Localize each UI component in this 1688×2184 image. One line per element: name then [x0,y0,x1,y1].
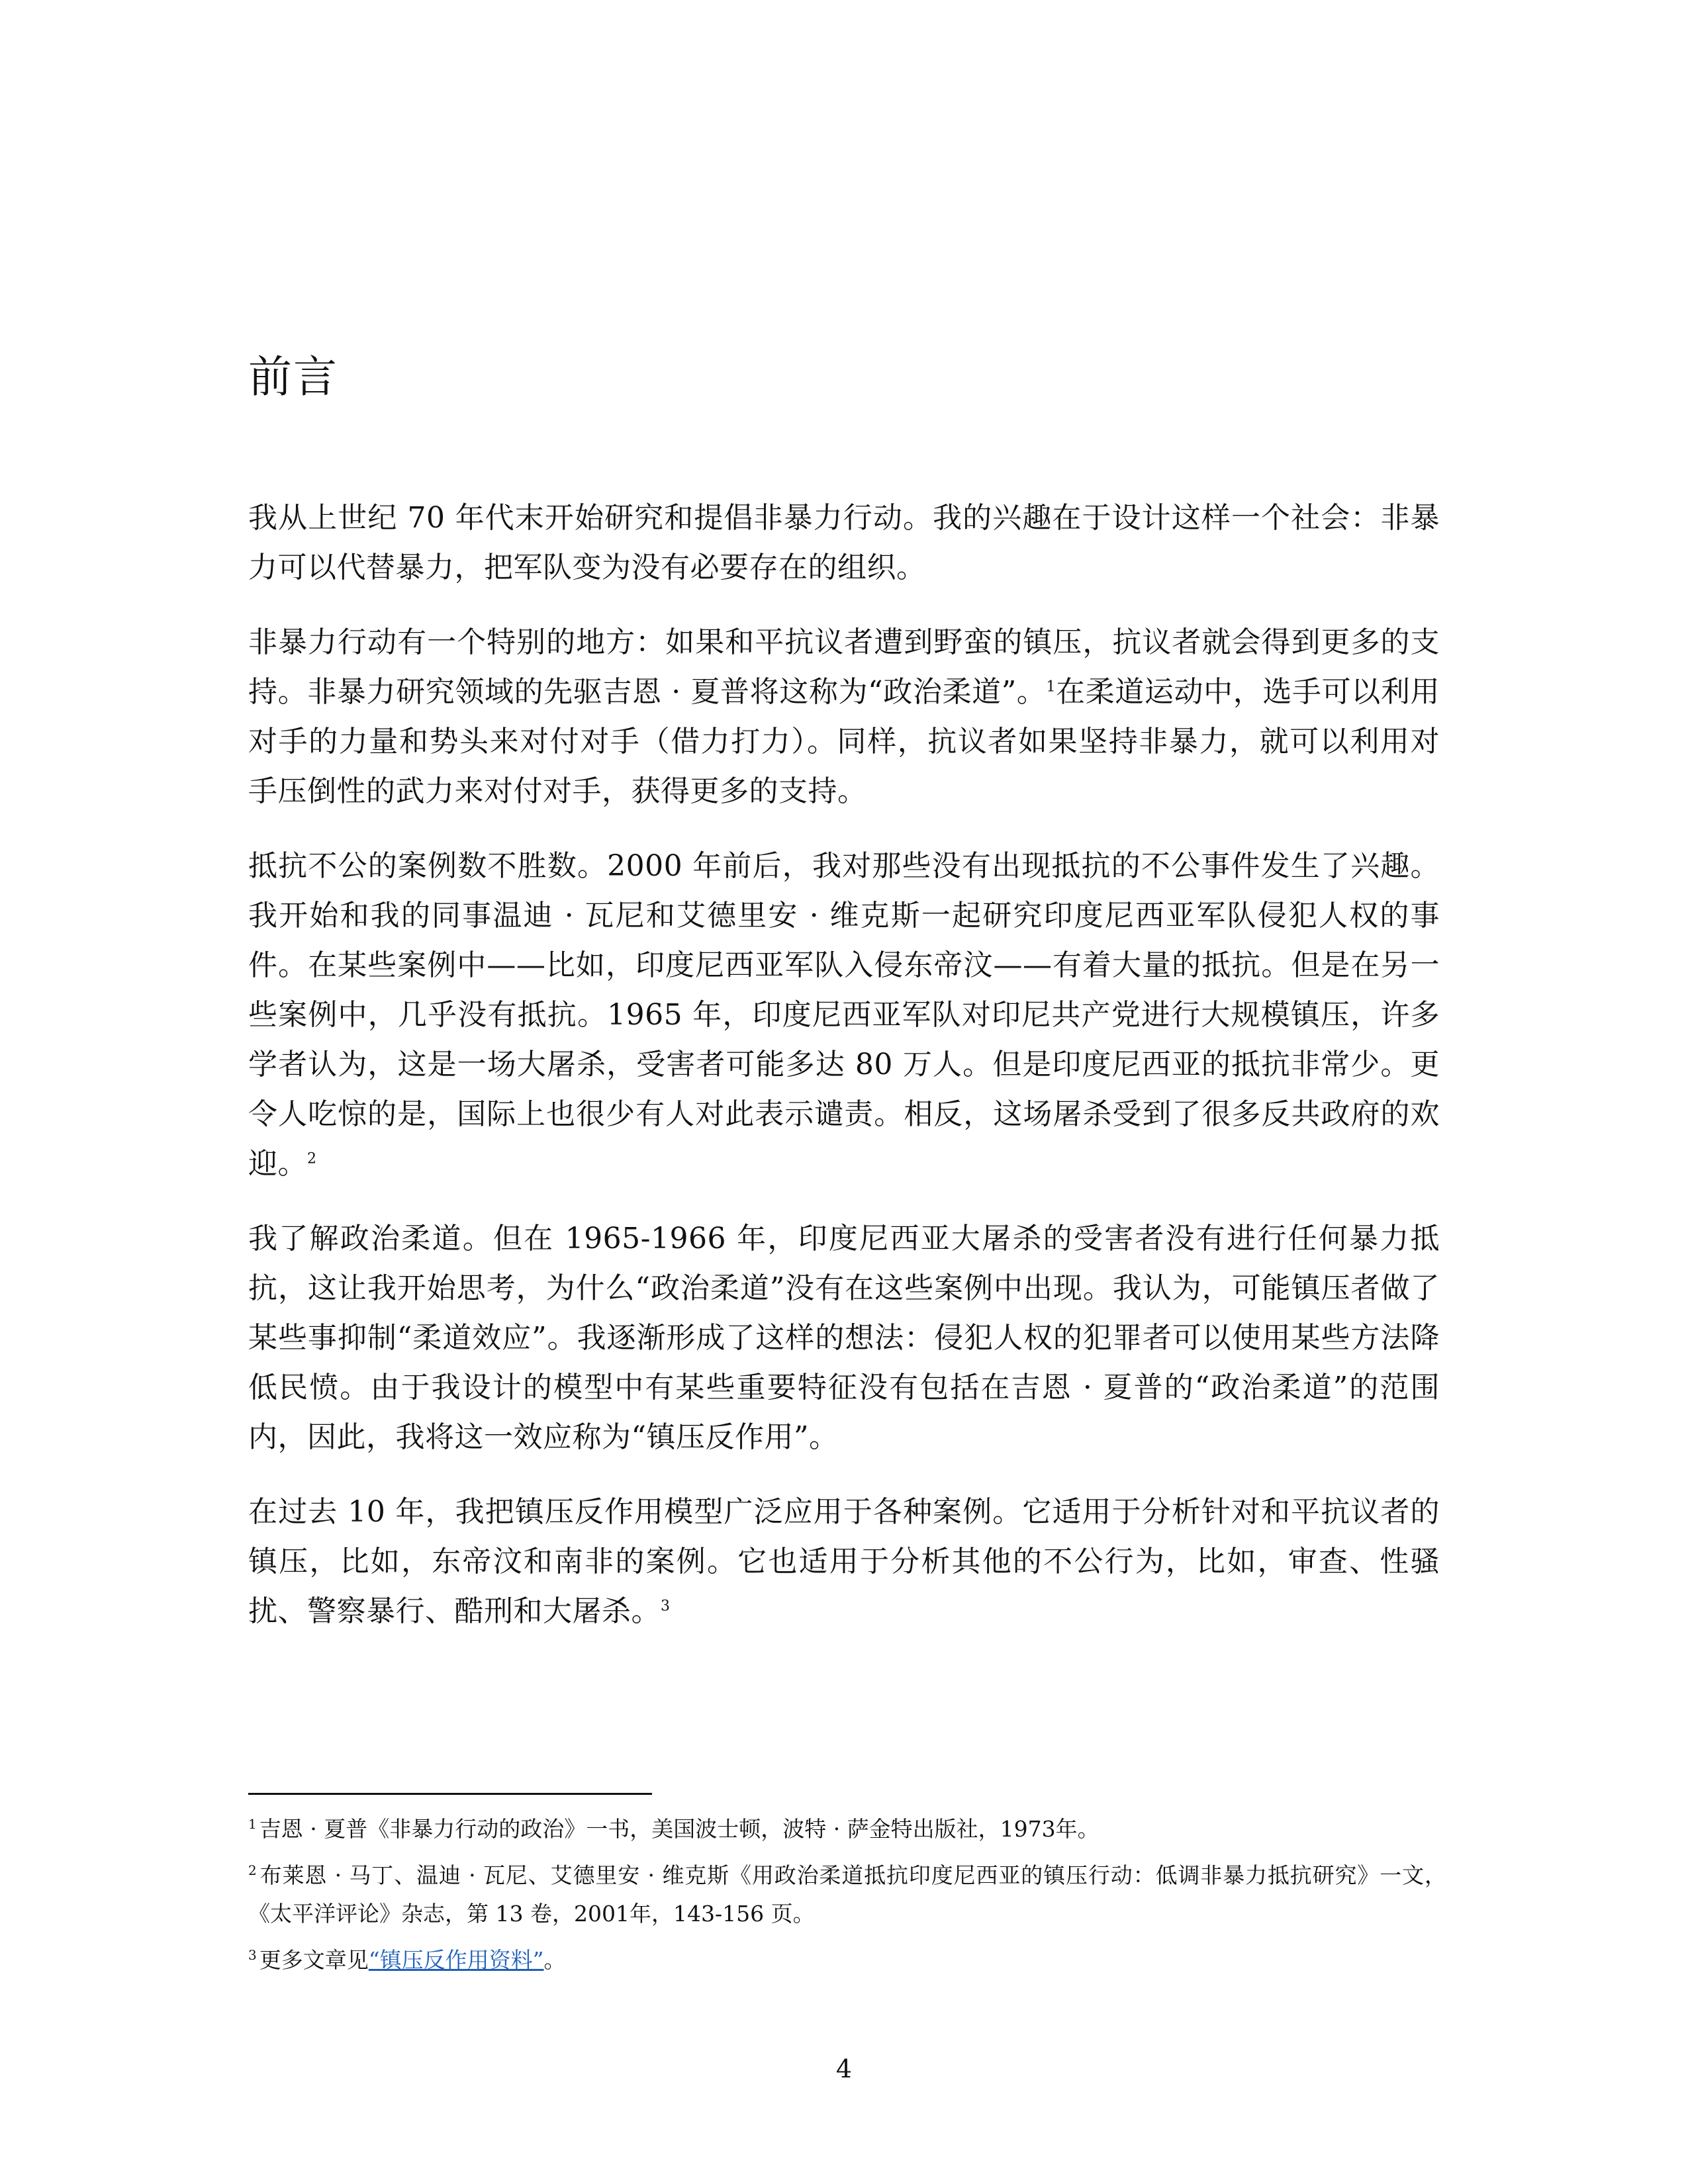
paragraph-4 [248,1214,1440,1462]
page-title: 前言 [248,351,338,402]
footnote-number: 2 [248,1862,257,1878]
page-number: 4 [835,2054,853,2083]
footnote-text: 更多文章见 [259,1947,369,1973]
footnote-number: 3 [248,1947,257,1963]
paragraph-text: 非暴力行动有一个特别的地方：如果和平抗议者遭到野蛮的镇压，抗议者就会得到更多的支持。非暴力研究领域的先驱吉恩 · 夏普将这称为“政治柔道”。 [248,625,1440,709]
footnote-ref-3[interactable]: 3 [661,1598,671,1615]
footnotes [248,1810,1446,1987]
paragraph-text: 我从上世纪 70 年代末开始研究和提倡非暴力行动。我的兴趣在于设计这样一个社会：非暴力可以代替暴力，把军队变为没有必要存在的组织。 [248,501,1440,584]
paragraph-text: 在过去 10 年，我把镇压反作用模型广泛应用于各种案例。它适用于分析针对和平抗议者的镇压，比如，东帝汶和南非的案例。它也适用于分析其他的不公行为，比如，审查、性骚扰、警察暴行、酷刑和大屠杀。 [248,1495,1440,1628]
footnote-ref-1[interactable]: 1 [1046,678,1056,696]
paragraph-text: 我了解政治柔道。但在 1965-1966 年，印度尼西亚大屠杀的受害者没有进行任何暴力抵抗，这让我开始思考，为什么“政治柔道”没有在这些案例中出现。我认为，可能镇压者做了某些事抑制“柔道效应”。我逐渐形成了这样的想法：侵犯人权的犯罪者可以使用某些方法降低民愤。由于我设计的模型中有某些重要特征没有包括在吉恩 · 夏普的“政治柔道”的范围内，因此，我将这一效应称为“镇压反作用”。 [248,1222,1440,1454]
footnote-3 [248,1941,1446,1979]
paragraph-3 [248,841,1440,1189]
body-text [248,493,1440,1661]
paragraph-text: 抵抗不公的案例数不胜数。2000 年前后，我对那些没有出现抵抗的不公事件发生了兴趣。我开始和我的同事温迪 · 瓦尼和艾德里安 · 维克斯一起研究印度尼西亚军队侵犯人权的事件。在某些案例中——比如，印度尼西亚军队入侵东帝汶——有着大量的抵抗。但是在另一些案例中，几乎没有抵抗。1965 年，印度尼西亚军队对印尼共产党进行大规模镇压，许多学者认为，这是一场大屠杀，受害者可能多达 80 万人。但是印度尼西亚的抵抗非常少。更令人吃惊的是，国际上也很少有人对此表示谴责。相反，这场屠杀受到了很多反共政府的欢迎。 [248,849,1440,1181]
paragraph-2 [248,617,1440,816]
footnote-text: 吉恩 · 夏普《非暴力行动的政治》一书，美国波士顿，波特 · 萨金特出版社，1973年。 [259,1816,1100,1842]
footnote-text: 。 [543,1947,566,1973]
footnote-2 [248,1856,1446,1933]
resource-link[interactable]: “镇压反作用资料” [368,1947,544,1973]
paragraph-text: 在柔道运动中，选手可以利用对手的力量和势头来对付对手（借力打力）。同样，抗议者如果坚持非暴力，就可以利用对手压倒性的武力来对付对手，获得更多的支持。 [248,675,1440,808]
paragraph-1 [248,493,1440,592]
footnote-ref-2[interactable]: 2 [307,1150,317,1167]
footnote-text: 布莱恩 · 马丁、温迪 · 瓦尼、艾德里安 · 维克斯《用政治柔道抵抗印度尼西亚的镇压行动：低调非暴力抵抗研究》一文，《太平洋评论》杂志，第 13 卷，2001年，143-156 页。 [248,1862,1446,1927]
footnote-divider [248,1793,652,1795]
paragraph-5 [248,1487,1440,1636]
footnote-1 [248,1810,1446,1848]
footnote-number: 1 [248,1816,257,1832]
